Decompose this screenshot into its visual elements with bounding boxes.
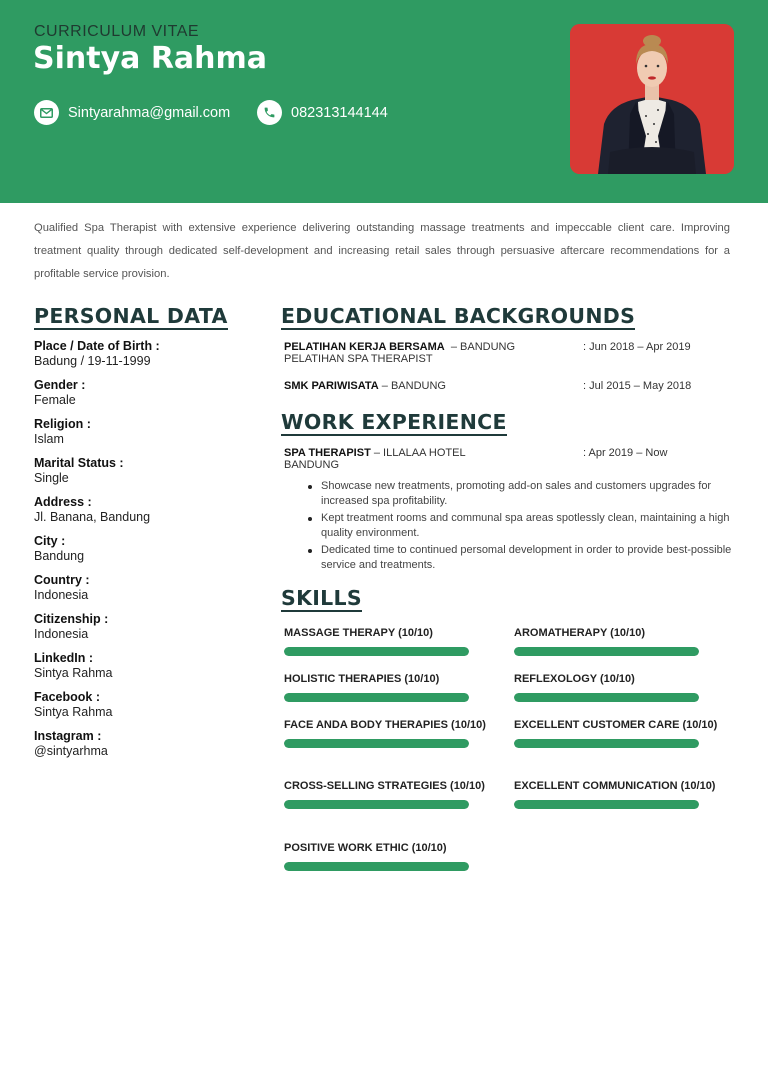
- cv-label: CURRICULUM VITAE: [34, 23, 200, 40]
- email-contact[interactable]: [34, 100, 230, 125]
- education-heading: EDUCATIONAL BACKGROUNDS: [281, 304, 636, 328]
- school-name: PELATIHAN KERJA BERSAMA: [284, 341, 445, 353]
- skill-name: MASSAGE THERAPY (10/10): [284, 627, 433, 639]
- skill-level-fill: [514, 693, 699, 702]
- personal-data-item: [34, 573, 264, 602]
- school-program: PELATIHAN SPA THERAPIST: [284, 353, 433, 365]
- job-role: SPA THERAPIST: [284, 447, 371, 459]
- skill-item: [514, 717, 729, 748]
- phone-icon: [257, 100, 282, 125]
- personal-data-label: Address :: [34, 495, 92, 509]
- skill-item: [514, 625, 729, 656]
- candidate-name: Sintya Rahma: [33, 41, 268, 76]
- skill-item: [284, 840, 499, 871]
- skill-level-bar: [514, 647, 699, 656]
- skill-item: [514, 778, 719, 809]
- personal-data-value: Sintya Rahma: [34, 666, 113, 680]
- skill-level-bar: [284, 693, 469, 702]
- skill-name: CROSS-SELLING STRATEGIES (10/10): [284, 780, 485, 792]
- skill-item: [514, 671, 729, 702]
- personal-data-value: Badung / 19-11-1999: [34, 354, 151, 368]
- skill-level-bar: [514, 693, 699, 702]
- personal-data-label: LinkedIn :: [34, 651, 94, 665]
- skill-level-fill: [514, 647, 699, 656]
- email-text: Sintyarahma@gmail.com: [68, 104, 231, 121]
- personal-data-value: @sintyarhma: [34, 744, 108, 758]
- work-bullet: Dedicated time to continued persomal development in order to provide best-possible service and treatments.: [304, 543, 736, 572]
- personal-data-heading: PERSONAL DATA: [34, 304, 228, 328]
- skill-name: EXCELLENT CUSTOMER CARE (10/10): [514, 719, 718, 731]
- personal-data-value: Jl. Banana, Bandung: [34, 510, 151, 524]
- skill-level-bar: [514, 800, 699, 809]
- personal-data-label: Facebook :: [34, 690, 100, 704]
- personal-data-item: [34, 417, 264, 446]
- skill-level-fill: [284, 647, 469, 656]
- skill-level-fill: [514, 739, 699, 748]
- job-period: : Apr 2019 – Now: [583, 447, 668, 459]
- work-experience-heading: WORK EXPERIENCE: [281, 410, 507, 434]
- personal-data-value: Single: [34, 471, 69, 485]
- personal-data-item: [34, 339, 264, 368]
- skill-name: HOLISTIC THERAPIES (10/10): [284, 673, 440, 685]
- job-company: – ILLALAA HOTEL: [373, 447, 466, 459]
- skill-level-fill: [514, 800, 699, 809]
- job-city: BANDUNG: [284, 459, 340, 471]
- work-bullets: [304, 479, 736, 575]
- skill-level-bar: [514, 739, 699, 748]
- skills-heading: SKILLS: [281, 586, 362, 610]
- personal-data-value: Indonesia: [34, 588, 89, 602]
- skill-level-fill: [284, 693, 469, 702]
- education-period: : Jul 2015 – May 2018: [583, 380, 692, 392]
- profile-summary: Qualified Spa Therapist with extensive experience delivering outstanding massage treatments and impeccable client care. Improving treatment quality through dedicated self-development and increasing retail sales through persuasive aftercare recommendations for a profitable service provision.: [34, 222, 730, 280]
- personal-data-value: Indonesia: [34, 627, 89, 641]
- skill-name: AROMATHERAPY (10/10): [514, 627, 646, 639]
- school-place: – BANDUNG: [381, 380, 446, 392]
- personal-data-item: [34, 690, 264, 719]
- work-bullet: Showcase new treatments, promoting add-on sales and customers upgrades for increased spa profitability.: [304, 479, 736, 508]
- header-band: [0, 0, 768, 203]
- personal-data-item: [34, 495, 264, 524]
- personal-data-label: City :: [34, 534, 66, 548]
- personal-data-item: [34, 378, 264, 407]
- personal-data-label: Country :: [34, 573, 90, 587]
- personal-data-item: [34, 534, 264, 563]
- skill-level-bar: [284, 647, 469, 656]
- profile-photo: [570, 24, 734, 174]
- education-period: : Jun 2018 – Apr 2019: [583, 341, 691, 353]
- personal-data-label: Gender :: [34, 378, 86, 392]
- personal-data-label: Instagram :: [34, 729, 102, 743]
- skill-name: FACE ANDA BODY THERAPIES (10/10): [284, 719, 486, 731]
- skill-level-fill: [284, 800, 469, 809]
- phone-contact[interactable]: [257, 100, 388, 125]
- personal-data-label: Place / Date of Birth :: [34, 339, 160, 353]
- personal-data-label: Citizenship :: [34, 612, 109, 626]
- personal-data-label: Marital Status :: [34, 456, 124, 470]
- personal-data-item: [34, 612, 264, 641]
- skill-name: REFLEXOLOGY (10/10): [514, 673, 635, 685]
- personal-data-label: Religion :: [34, 417, 91, 431]
- skill-item: [284, 778, 499, 809]
- skill-level-bar: [284, 862, 469, 871]
- skill-name: POSITIVE WORK ETHIC (10/10): [284, 842, 447, 854]
- personal-data-item: [34, 729, 264, 758]
- personal-data-value: Bandung: [34, 549, 85, 563]
- school-name: SMK PARIWISATA: [284, 380, 379, 392]
- phone-text: 082313144144: [291, 104, 388, 121]
- skill-level-bar: [284, 739, 469, 748]
- skill-item: [284, 625, 499, 656]
- personal-data-value: Sintya Rahma: [34, 705, 113, 719]
- personal-data-value: Female: [34, 393, 76, 407]
- skill-level-bar: [284, 800, 469, 809]
- skill-item: [284, 717, 489, 748]
- personal-data-value: Islam: [34, 432, 64, 446]
- work-bullet: Kept treatment rooms and communal spa areas spotlessly clean, maintaining a high quality environment.: [304, 511, 736, 540]
- school-place: – BANDUNG: [450, 341, 516, 353]
- skill-name: EXCELLENT COMMUNICATION (10/10): [514, 780, 716, 792]
- personal-data-item: [34, 456, 264, 485]
- skill-level-fill: [284, 739, 469, 748]
- envelope-icon: [34, 100, 59, 125]
- skill-level-fill: [284, 862, 469, 871]
- skill-item: [284, 671, 499, 702]
- personal-data-item: [34, 651, 264, 680]
